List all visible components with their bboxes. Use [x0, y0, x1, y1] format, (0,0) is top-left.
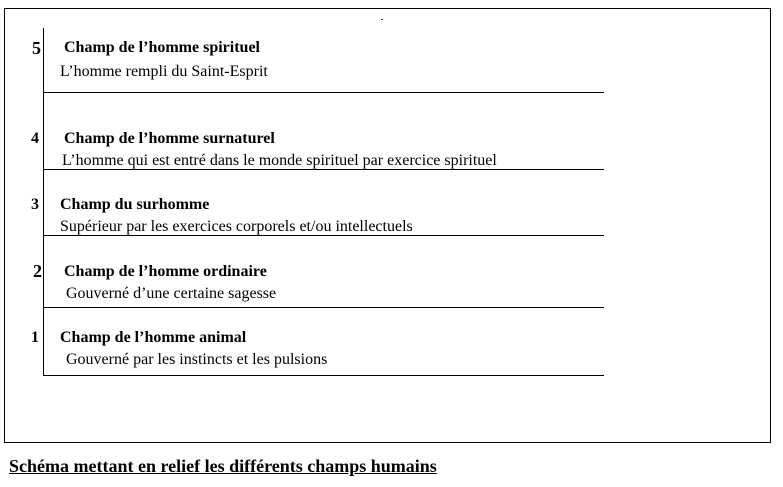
level-3-title: Champ du surhomme	[60, 196, 210, 213]
level-5-title: Champ de l’homme spirituel	[64, 39, 260, 56]
level-3-number: 3	[31, 196, 39, 213]
level-4-description: L’homme qui est entré dans le monde spirituel par exercice spirituel	[62, 152, 497, 169]
top-tick-mark	[381, 19, 383, 20]
level-4-number: 4	[31, 130, 39, 147]
level-1-description: Gouverné par les instincts et les pulsions	[66, 351, 328, 368]
level-2-separator	[43, 307, 604, 308]
diagram-caption: Schéma mettant en relief les différents champs humains	[9, 456, 437, 476]
level-3-separator	[43, 235, 604, 236]
level-4-separator	[43, 169, 604, 170]
level-1-number: 1	[31, 329, 39, 346]
level-2-title: Champ de l’homme ordinaire	[64, 263, 267, 280]
level-5-separator	[43, 92, 604, 93]
vertical-axis-line	[43, 28, 44, 376]
level-5-description: L’homme rempli du Saint-Esprit	[60, 63, 268, 80]
level-2-number: 2	[33, 261, 42, 281]
level-1-separator	[43, 375, 604, 376]
level-2-description: Gouverné d’une certaine sagesse	[66, 285, 277, 302]
level-1-title: Champ de l’homme animal	[60, 329, 247, 346]
level-5-number: 5	[32, 38, 41, 58]
level-3-description: Supérieur par les exercices corporels et/ou intellectuels	[60, 218, 413, 235]
level-4-title: Champ de l’homme surnaturel	[64, 130, 275, 147]
